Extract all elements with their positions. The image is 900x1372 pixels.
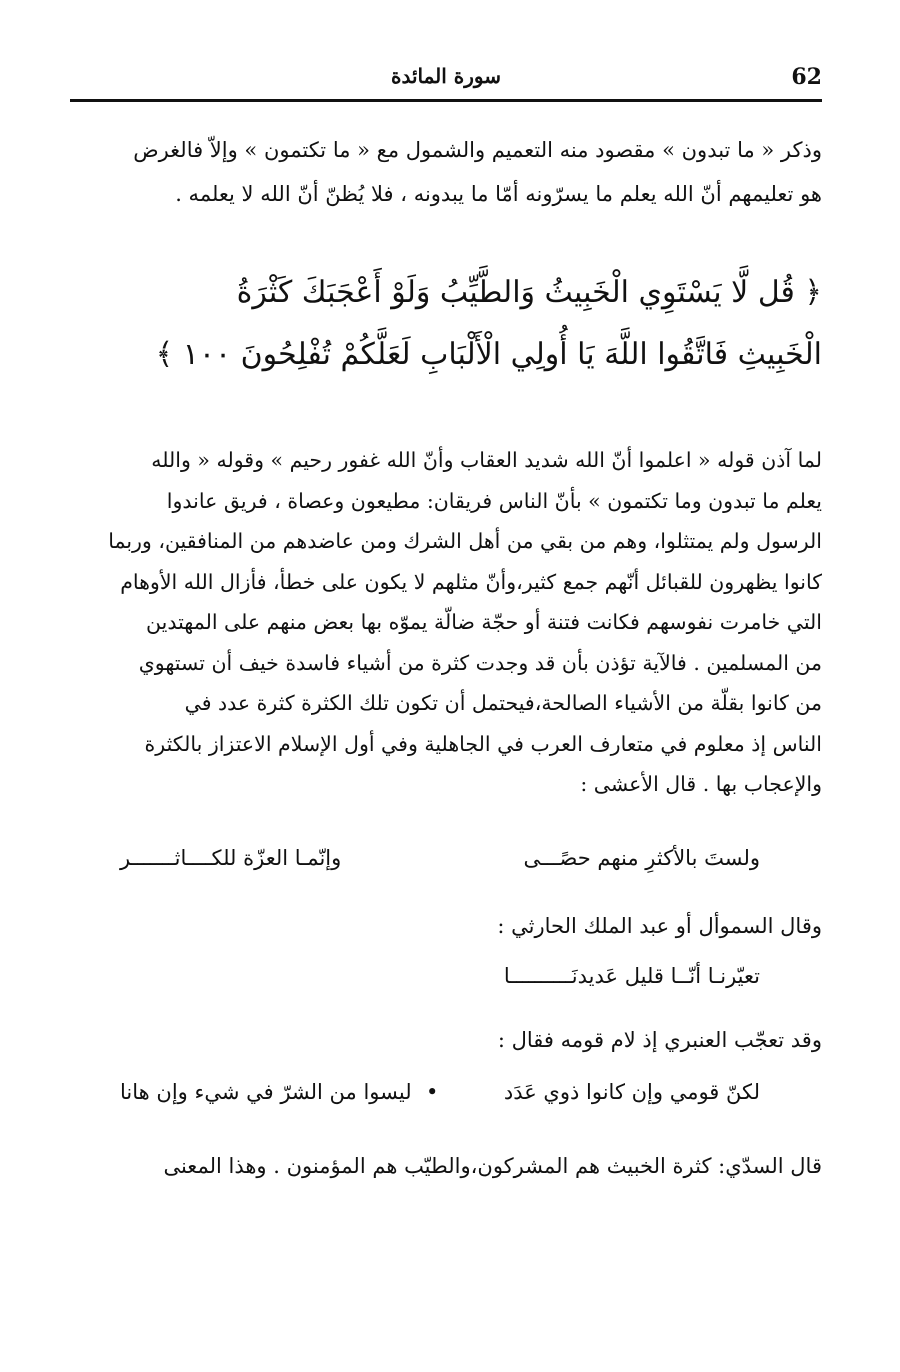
quran-verse	[70, 262, 822, 386]
commentary-line: من المسلمين . فالآية تؤذن بأن قد وجدت كثرة من أشياء فاسدة خيف أن تستهوي	[138, 650, 822, 675]
second-hemistich: ليسوا من الشرّ في شيء وإن هانا	[120, 1080, 412, 1104]
poem-verse-alasha	[120, 838, 760, 878]
commentary-line: الناس إذ معلوم في متعارف العرب في الجاهلية وفي أول الإسلام الاعتزاز بالكثرة	[144, 731, 822, 756]
intro-line: وذكر « ما تبدون » مقصود منه التعميم والشمول مع « ما تكتمون » وإلاّ فالغرض	[133, 138, 822, 162]
commentary-line: لما آذن قوله « اعلموا أنّ الله شديد العقاب وأنّ الله غفور رحيم » وقوله « والله	[151, 448, 822, 472]
poem-verse-anbari	[120, 1072, 760, 1112]
attribution-samawal: وقال السموأل أو عبد الملك الحارثي :	[497, 914, 822, 938]
hemistich-separator: •	[426, 1080, 439, 1104]
commentary-line: التي خامرت نفوسهم فكانت فتنة أو حجّة ضالّة يموّه بها بعض منهم على المهتدين	[146, 610, 822, 634]
surah-title: سورة المائدة	[390, 64, 502, 88]
commentary-line: الرسول ولم يمتثلوا، وهم من بقي من أهل الشرك ومن عاضدهم من المنافقين، وربما	[108, 529, 822, 553]
commentary-line: من كانوا بقلّة من الأشياء الصالحة،فيحتمل أن تكون تلك الكثرة كثرة عدد في	[184, 691, 822, 715]
verse-line: ﴿ قُل لَّا يَسْتَوِي الْخَبِيثُ وَالطَّيِّبُ وَلَوْ أَعْجَبَكَ كَثْرَةُ	[236, 275, 822, 310]
commentary-line: والإعجاب بها . قال الأعشى :	[580, 772, 822, 796]
first-hemistich: لكنّ قومي وإن كانوا ذوي عَدَد	[503, 1080, 760, 1104]
verse-line: الْخَبِيثِ فَاتَّقُوا اللَّهَ يَا أُولِي الْأَلْبَابِ لَعَلَّكُمْ تُفْلِحُونَ ١٠٠ ﴾	[155, 337, 822, 372]
second-hemistich: وإنّمـا العزّة للكــــاثـــــــر	[120, 846, 342, 870]
intro-paragraph	[70, 128, 822, 216]
commentary-line: كانوا يظهرون للقبائل أنّهم جمع كثير،وأنّ مثلهم لا يكون على خطأ، فأزال الله الأوهام	[120, 569, 822, 594]
commentary-paragraph	[70, 440, 822, 805]
poem-verse-samawal	[120, 956, 760, 996]
page-number: 62	[791, 64, 822, 90]
first-hemistich: ولستَ بالأكثرِ منهم حصًـــى	[523, 846, 760, 870]
intro-line: هو تعليمهم أنّ الله يعلم ما يسرّونه أمّا ما يبدونه ، فلا يُظنّ أنّ الله لا يعلمه .	[175, 182, 822, 206]
commentary-line: يعلم ما تبدون وما تكتمون » بأنّ الناس فريقان: مطيعون وعصاة ، فريق عاندوا	[166, 488, 822, 513]
attribution-anbari: وقد تعجّب العنبري إذ لام قومه فقال :	[497, 1028, 822, 1052]
first-hemistich: تعيّرنـا أنّــا قليل عَديدنَــــــــــا	[503, 964, 760, 988]
closing-line: قال السدّي: كثرة الخبيث هم المشركون،والطيّب هم المؤمنون . وهذا المعنى	[163, 1154, 822, 1178]
header-divider	[70, 99, 822, 102]
page-header	[70, 62, 822, 100]
